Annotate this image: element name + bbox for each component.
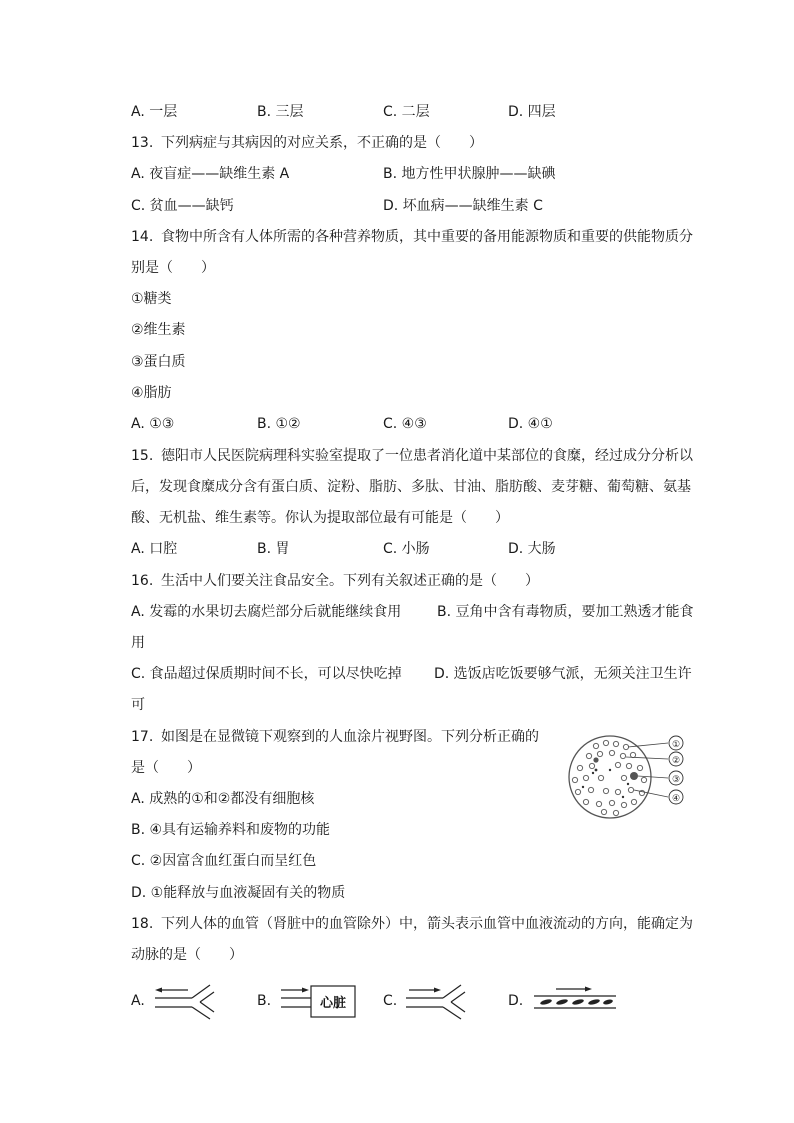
q13-number: 13.: [131, 135, 154, 151]
q12-option-d: D. 四层: [508, 104, 556, 120]
q17-stem: [131, 727, 539, 747]
q17-number: 17.: [131, 729, 154, 745]
q16-number: 16.: [131, 573, 154, 589]
q12-option-a: A. 一层: [131, 104, 178, 120]
blood-smear-figure: [566, 730, 696, 826]
q14-item-4: ④脂肪: [131, 385, 172, 401]
q18-text: 下列人体的血管（肾脏中的血管除外）中，箭头表示血管中血液流动的方向，能确定为: [161, 916, 693, 932]
q18-option-c-label: C.: [383, 993, 398, 1009]
q14-stem: [131, 227, 693, 247]
q17-option-d: D. ①能释放与血液凝固有关的物质: [131, 885, 346, 901]
q18-option-a-label: A.: [131, 993, 145, 1009]
q13-option-d: D. 坏血病——缺维生素 C: [383, 198, 543, 214]
q15-stem-cont-1: 后，发现食糜成分含有蛋白质、淀粉、脂肪、多肽、甘油、脂肪酸、麦芽糖、葡萄糖、氨基: [131, 479, 691, 495]
q13-text: 下列病症与其病因的对应关系，不正确的是（ ）: [161, 135, 483, 151]
q17-option-b: B. ④具有运输养料和废物的功能: [131, 822, 331, 838]
q17-option-a: A. 成熟的①和②都没有细胞核: [131, 791, 315, 807]
q18-number: 18.: [131, 916, 154, 932]
q18-stem: [131, 914, 693, 934]
q16-option-b-cont: 用: [131, 635, 145, 651]
vessel-c-figure: [403, 983, 473, 1021]
q17-option-c: C. ②因富含血红蛋白而呈红色: [131, 853, 317, 869]
q14-option-c: C. ④③: [383, 416, 427, 432]
label-2: ②: [671, 756, 681, 766]
q17-stem-cont: 是（ ）: [131, 760, 201, 776]
q15-stem: [131, 446, 693, 466]
q12-option-b: B. 三层: [257, 104, 304, 120]
q13-option-a: A. 夜盲症——缺维生素 A: [131, 166, 290, 182]
q13-option-c: C. 贫血——缺钙: [131, 198, 234, 214]
q16-option-b: B. 豆角中含有毒物质，要加工熟透才能食: [437, 604, 694, 620]
q16-option-d-cont: 可: [131, 697, 145, 713]
q18-option-b-label: B.: [257, 993, 272, 1009]
q14-item-3: ③蛋白质: [131, 354, 186, 370]
q14-text: 食物中所含有人体所需的各种营养物质，其中重要的备用能源物质和重要的供能物质分: [161, 229, 693, 245]
q17-text: 如图是在显微镜下观察到的人血涂片视野图。下列分析正确的: [161, 729, 539, 745]
q13-stem: [131, 133, 483, 153]
label-1: ①: [671, 740, 681, 750]
q16-option-a: A. 发霉的水果切去腐烂部分后就能继续食用: [131, 604, 402, 620]
vessel-b-figure: [279, 983, 361, 1021]
q13-option-b: B. 地方性甲状腺肿——缺碘: [383, 166, 556, 182]
q15-text: 德阳市人民医院病理科实验室提取了一位患者消化道中某部位的食糜，经过成分分析以: [161, 448, 693, 464]
white-blood-cell: [630, 772, 638, 780]
q14-option-d: D. ④①: [508, 416, 553, 432]
q14-item-2: ②维生素: [131, 322, 186, 338]
q12-option-c: C. 二层: [383, 104, 430, 120]
heart-label: 心脏: [319, 996, 347, 1011]
label-3: ③: [671, 775, 681, 785]
q16-option-c: C. 食品超过保质期时间不长，可以尽快吃掉: [131, 666, 402, 682]
q14-item-1: ①糖类: [131, 291, 172, 307]
q16-text: 生活中人们要关注食品安全。下列有关叙述正确的是（ ）: [161, 573, 539, 589]
q15-option-c: C. 小肠: [383, 541, 430, 557]
vessel-a-figure: [152, 983, 222, 1021]
q14-stem-cont: 别是（ ）: [131, 260, 215, 276]
q16-stem: [131, 571, 539, 591]
label-4: ④: [671, 794, 681, 804]
q14-option-b: B. ①②: [257, 416, 301, 432]
q15-stem-cont-2: 酸、无机盐、维生素等。你认为提取部位最有可能是（ ）: [131, 510, 509, 526]
q16-option-d: D. 选饭店吃饭要够气派，无须关注卫生许: [434, 666, 692, 682]
q14-number: 14.: [131, 229, 154, 245]
vessel-d-figure: [532, 985, 618, 1017]
q18-stem-cont: 动脉的是（ ）: [131, 947, 243, 963]
q15-option-d: D. 大肠: [508, 541, 556, 557]
q18-option-d-label: D.: [508, 993, 524, 1009]
q15-number: 15.: [131, 448, 154, 464]
q15-option-b: B. 胃: [257, 541, 290, 557]
q15-option-a: A. 口腔: [131, 541, 178, 557]
q14-option-a: A. ①③: [131, 416, 175, 432]
